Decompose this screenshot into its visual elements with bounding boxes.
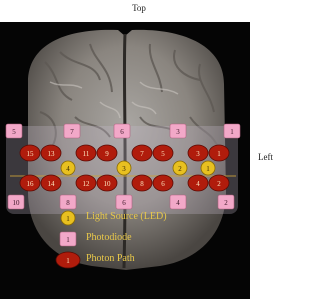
photon-path-number: 2 <box>217 180 221 188</box>
photon-path-number: 7 <box>140 150 144 158</box>
photodiode-number: 5 <box>12 128 16 136</box>
photodiode-number: 1 <box>230 128 234 136</box>
photodiode-number: 6 <box>120 128 124 136</box>
light-source-number: 4 <box>66 165 70 173</box>
photon-path-number: 15 <box>26 150 34 158</box>
legend-photodiode-number: 1 <box>66 236 70 244</box>
photon-path-number: 12 <box>82 180 90 188</box>
photodiode-number: 2 <box>224 199 228 207</box>
photodiode-number: 4 <box>176 199 180 207</box>
photodiode-number: 6 <box>122 199 126 207</box>
diagram-panel <box>0 22 250 299</box>
legend-photon-path-number: 1 <box>66 257 70 265</box>
photodiode-number: 3 <box>176 128 180 136</box>
top-orientation-label: Top <box>132 3 146 13</box>
photon-path-number: 14 <box>47 180 55 188</box>
light-source-number: 2 <box>178 165 182 173</box>
legend-photon-path-text: Photon Path <box>86 253 135 264</box>
photon-path-number: 3 <box>196 150 200 158</box>
photon-path-number: 8 <box>140 180 144 188</box>
photodiode-number: 8 <box>66 199 70 207</box>
photon-path-number: 4 <box>196 180 200 188</box>
light-source-number: 3 <box>122 165 126 173</box>
photodiode-number: 10 <box>12 199 20 207</box>
legend-light-source-text: Light Source (LED) <box>86 211 167 222</box>
photon-path-number: 6 <box>161 180 165 188</box>
photon-path-number: 10 <box>103 180 111 188</box>
legend-photodiode-text: Photodiode <box>86 232 132 243</box>
photon-path-number: 11 <box>82 150 90 158</box>
photon-path-number: 16 <box>26 180 34 188</box>
photodiode-number: 7 <box>70 128 74 136</box>
light-source-number: 1 <box>206 165 210 173</box>
left-orientation-label: Left <box>258 152 273 162</box>
legend-light-source-number: 1 <box>66 215 70 223</box>
photon-path-number: 1 <box>217 150 221 158</box>
photon-path-number: 9 <box>105 150 109 158</box>
photon-path-number: 5 <box>161 150 165 158</box>
photon-path-number: 13 <box>47 150 55 158</box>
